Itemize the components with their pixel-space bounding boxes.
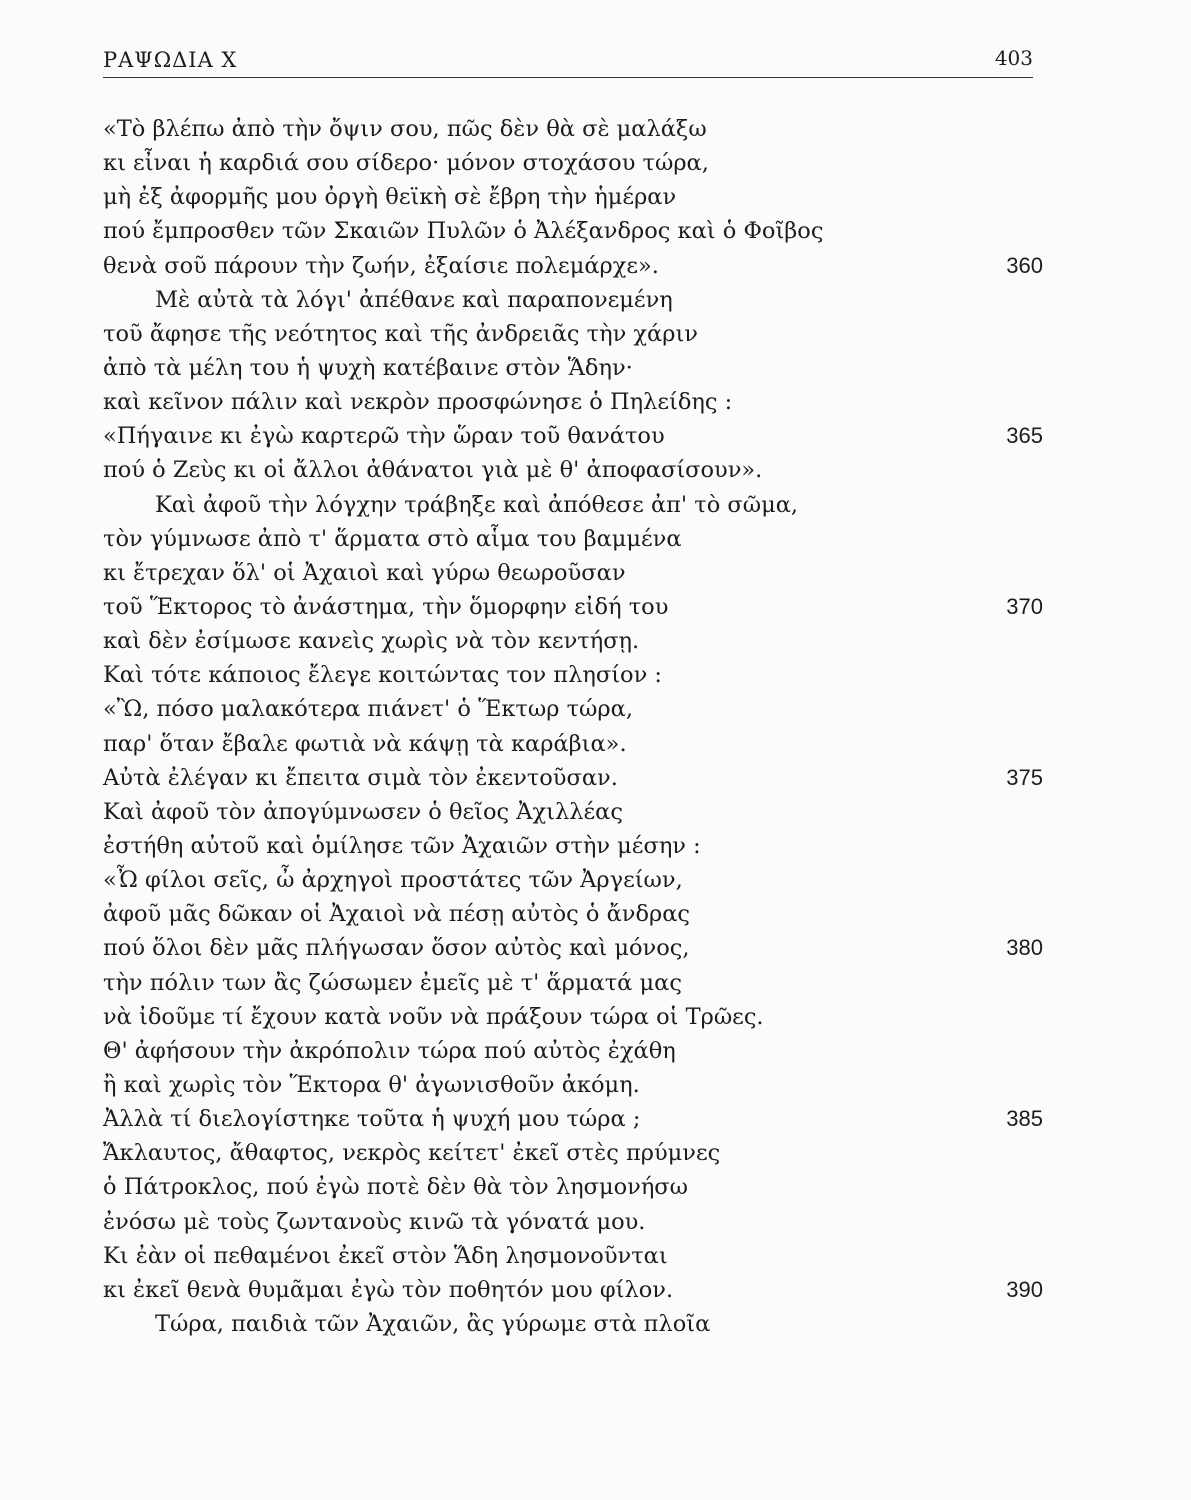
verse-text: θενὰ σοῦ πάρουν τὴν ζωήν, ἐξαίσιε πολεμάρχε». [103,252,659,279]
verse-text: «Ὢ, πόσο μαλακότερα πιάνετ' ὁ Ἕκτωρ τώρα, [103,696,633,723]
verse-line [103,1136,1043,1170]
verse-text: ἐνόσω μὲ τοὺς ζωντανοὺς κινῶ τὰ γόνατά μου. [103,1208,646,1235]
verse-line [103,146,1043,180]
verse-line [103,1068,1043,1102]
verse-line [103,556,1043,590]
poem-body [103,112,1043,1341]
verse-text: ὁ Πάτροκλος, πού ἐγὼ ποτὲ δὲν θὰ τὸν λησμονήσω [103,1174,688,1201]
verse-text: Μὲ αὐτὰ τὰ λόγι' ἀπέθανε καὶ παραπονεμένη [155,286,673,313]
verse-line [103,658,1043,692]
verse-line [103,419,1043,453]
verse-line [103,1273,1043,1307]
verse-line [103,1205,1043,1239]
verse-text: κι ἔτρεχαν ὅλ' οἱ Ἀχαιοὶ καὶ γύρω θεωροῦσαν [103,559,626,586]
verse-text: Αὐτὰ ἐλέγαν κι ἔπειτα σιμὰ τὸν ἐκεντοῦσαν. [103,764,618,791]
verse-text: Ἀλλὰ τί διελογίστηκε τοῦτα ἡ ψυχή μου τώρα ; [103,1106,641,1133]
verse-line [103,214,1043,248]
verse-line [103,966,1043,1000]
header-rule [103,77,1033,78]
running-head: ΡΑΨΩΔΙΑ Χ [103,48,238,72]
verse-text: τὴν πόλιν των ἂς ζώσωμεν ἐμεῖς μὲ τ' ἅρματά μας [103,969,682,996]
line-number: 375 [1006,764,1043,790]
verse-line [103,1307,1043,1341]
verse-line [103,385,1043,419]
verse-line [103,795,1043,829]
verse-text: τοῦ ἄφησε τῆς νεότητος καὶ τῆς ἀνδρειᾶς τὴν χάριν [103,320,698,347]
verse-text: «Πήγαινε κι ἐγὼ καρτερῶ τὴν ὥραν τοῦ θανάτου [103,423,665,450]
verse-text: Κι ἐὰν οἱ πεθαμένοι ἐκεῖ στὸν Ἅδη λησμονοῦνται [103,1242,668,1269]
verse-line [103,727,1043,761]
verse-line [103,1170,1043,1204]
verse-text: Θ' ἀφήσουν τὴν ἀκρόπολιν τώρα πού αὐτὸς ἐχάθη [103,1037,676,1064]
verse-text: ἐστήθη αὐτοῦ καὶ ὁμίλησε τῶν Ἀχαιῶν στὴν μέσην : [103,832,701,859]
verse-text: μὴ ἐξ ἀφορμῆς μου ὀργὴ θεϊκὴ σὲ ἔβρη τὴν ἡμέραν [103,184,677,211]
verse-line [103,453,1043,487]
verse-line [103,249,1043,283]
verse-text: Καὶ ἀφοῦ τὴν λόγχην τράβηξε καὶ ἀπόθεσε ἀπ' τὸ σῶμα, [155,491,799,518]
verse-text: πού ἔμπροσθεν τῶν Σκαιῶν Πυλῶν ὁ Ἀλέξανδρος καὶ ὁ Φοῖβος [103,218,824,245]
verse-text: «Ὦ φίλοι σεῖς, ὦ ἀρχηγοὶ προστάτες τῶν Ἀργείων, [103,867,683,894]
page-header [103,44,1033,84]
verse-line [103,180,1043,214]
line-number: 370 [1006,593,1043,619]
verse-text: ἢ καὶ χωρὶς τὸν Ἕκτορα θ' ἀγωνισθοῦν ἀκόμη. [103,1071,640,1098]
verse-text: Τώρα, παιδιὰ τῶν Ἀχαιῶν, ἂς γύρωμε στὰ πλοῖα [155,1310,711,1337]
verse-line [103,761,1043,795]
verse-text: τὸν γύμνωσε ἀπὸ τ' ἅρματα στὸ αἷμα του βαμμένα [103,525,682,552]
line-number: 385 [1006,1106,1043,1132]
verse-text: νὰ ἰδοῦμε τί ἔχουν κατὰ νοῦν νὰ πράξουν τώρα οἱ Τρῶες. [103,1003,764,1030]
verse-text: Καὶ τότε κάποιος ἔλεγε κοιτώντας τον πλησίον : [103,662,662,689]
verse-line [103,317,1043,351]
verse-line [103,112,1043,146]
verse-line [103,488,1043,522]
verse-text: καὶ κεῖνον πάλιν καὶ νεκρὸν προσφώνησε ὁ Πηλείδης : [103,389,733,416]
page-number: 403 [994,46,1033,70]
verse-text: «Τὸ βλέπω ἀπὸ τὴν ὄψιν σου, πῶς δὲν θὰ σὲ μαλάξω [103,116,707,142]
verse-text: κι εἶναι ἡ καρδιά σου σίδερο· μόνον στοχάσου τώρα, [103,150,709,177]
verse-text: πού ὁ Ζεὺς κι οἱ ἄλλοι ἀθάνατοι γιὰ μὲ θ' ἀποφασίσουν». [103,457,763,484]
verse-line [103,897,1043,931]
verse-line [103,590,1043,624]
verse-line [103,829,1043,863]
verse-line [103,1102,1043,1136]
verse-text: παρ' ὅταν ἔβαλε φωτιὰ νὰ κάψῃ τὰ καράβια». [103,730,627,757]
verse-line [103,863,1043,897]
verse-line [103,624,1043,658]
verse-text: καὶ δὲν ἐσίμωσε κανεὶς χωρὶς νὰ τὸν κεντήσῃ. [103,628,640,655]
verse-text: Ἄκλαυτος, ἄθαφτος, νεκρὸς κείτετ' ἐκεῖ στὲς πρύμνες [103,1140,721,1167]
verse-text: Καὶ ἀφοῦ τὸν ἀπογύμνωσεν ὁ θεῖος Ἀχιλλέας [103,798,623,825]
verse-line [103,931,1043,965]
verse-text: κι ἐκεῖ θενὰ θυμᾶμαι ἐγὼ τὸν ποθητόν μου φίλον. [103,1276,674,1303]
verse-text: ἀπὸ τὰ μέλη του ἡ ψυχὴ κατέβαινε στὸν Ἅδην· [103,354,633,381]
verse-line [103,522,1043,556]
line-number: 360 [1006,252,1043,278]
line-number: 390 [1006,1276,1043,1302]
verse-line [103,283,1043,317]
verse-line [103,1239,1043,1273]
verse-line [103,1034,1043,1068]
verse-line [103,1000,1043,1034]
verse-line [103,692,1043,726]
line-number: 380 [1006,935,1043,961]
verse-text: τοῦ Ἕκτορος τὸ ἀνάστημα, τὴν ὅμορφην εἰδή του [103,593,669,620]
verse-text: πού ὅλοι δὲν μᾶς πλήγωσαν ὅσον αὐτὸς καὶ μόνος, [103,935,690,962]
verse-text: ἀφοῦ μᾶς δῶκαν οἱ Ἀχαιοὶ νὰ πέσῃ αὐτὸς ὁ ἄνδρας [103,901,691,928]
line-number: 365 [1006,423,1043,449]
verse-line [103,351,1043,385]
